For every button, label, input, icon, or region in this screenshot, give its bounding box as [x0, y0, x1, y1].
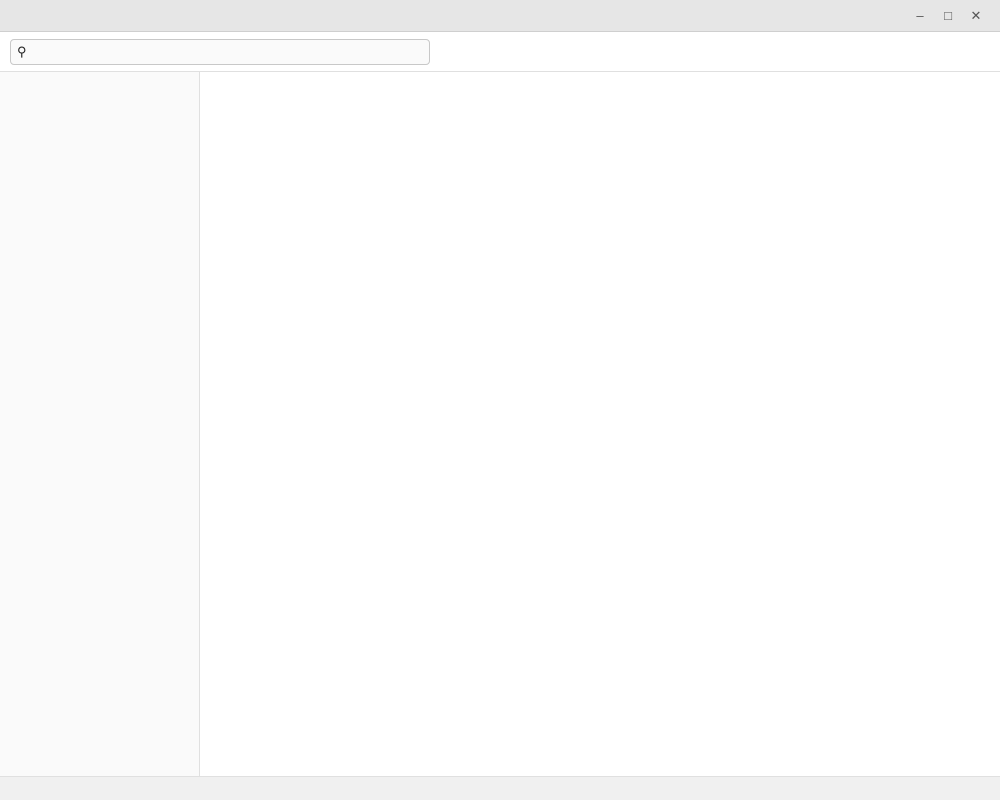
title-bar: [0, 0, 1000, 32]
minimize-icon[interactable]: –: [916, 8, 924, 23]
search-box: [10, 39, 430, 65]
maximize-icon[interactable]: □: [944, 8, 952, 23]
close-icon[interactable]: ✕: [970, 7, 982, 23]
content-area: [0, 72, 1000, 776]
sidebar: [0, 72, 200, 776]
toolbar: [0, 32, 1000, 72]
search-input[interactable]: [31, 45, 423, 59]
main-panel: [200, 72, 1000, 776]
status-bar: [0, 776, 1000, 800]
search-icon: ⚲: [17, 43, 27, 59]
